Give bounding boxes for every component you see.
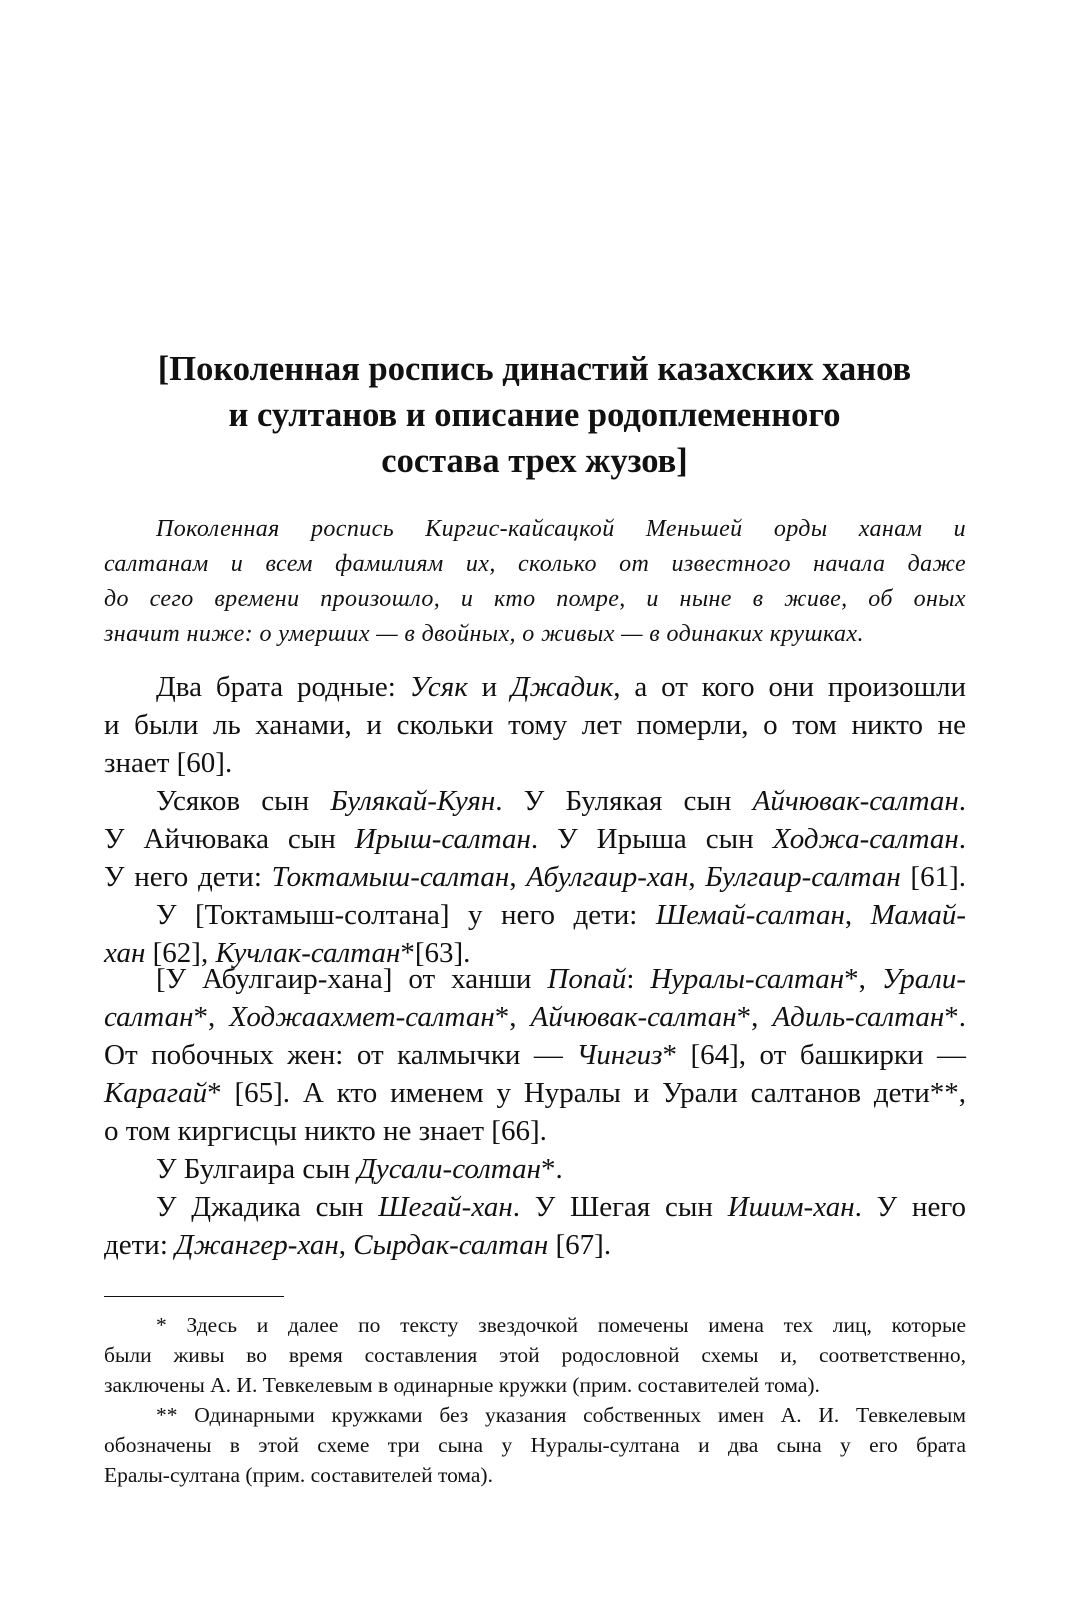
text-line	[104, 1150, 966, 1188]
document-heading	[60, 346, 1009, 484]
person-name: Сырдак-салтан	[353, 1229, 549, 1261]
footnote-line: ** Одинарными кружками без указания собственных имен А. И. Тевкелевым	[156, 1403, 966, 1427]
text-run: *.	[944, 1001, 967, 1033]
person-name: салтан	[104, 1001, 194, 1033]
person-name: Булгаир-салтан	[705, 861, 901, 893]
footnote-divider	[104, 1296, 284, 1297]
intro-line: до сего времени произошло, и кто помре, и ныне в живе, об оных	[104, 586, 966, 612]
person-name: Булякай-Куян	[330, 785, 496, 817]
person-name: Айчювак-салтан	[752, 785, 959, 817]
intro-line: Поколенная роспись Киргис-кайсацкой Меньшей орды ханам и	[156, 516, 966, 542]
text-run: Два брата родные:	[156, 671, 410, 703]
text-run: [62],	[145, 937, 216, 969]
text-line	[104, 1188, 966, 1226]
footnote-line: Ералы-султана (прим. составителей тома).	[104, 1463, 493, 1487]
text-run: .	[958, 823, 966, 855]
footnote-line: заключены А. И. Тевкелевым в одинарные кружки (прим. составителей тома).	[104, 1373, 820, 1397]
person-name: Айчювак-салтан	[530, 1001, 737, 1033]
text-run: [67].	[548, 1229, 612, 1261]
text-line: знает [60].	[104, 747, 233, 779]
text-run: и	[467, 671, 512, 703]
text-run: ,	[688, 861, 706, 893]
person-name: Урали-	[881, 963, 967, 995]
text-line	[104, 960, 966, 998]
text-run: . У Шегая сын	[512, 1191, 728, 1223]
text-run: У Булгаира сын	[156, 1153, 358, 1185]
person-name: Джангер-хан	[175, 1229, 339, 1261]
text-line	[104, 820, 966, 858]
text-run: .	[958, 785, 966, 817]
person-name: Мамай-	[870, 899, 966, 931]
text-run: [У Абулгаир-хана] от ханши	[156, 963, 548, 995]
footnote-line: * Здесь и далее по тексту звездочкой помечены имена тех лиц, которые	[156, 1313, 966, 1337]
text-run: *,	[494, 1001, 531, 1033]
text-run: *,	[844, 963, 882, 995]
text-run: * [64], от башкирки —	[662, 1039, 967, 1071]
genealogy-block-1	[104, 668, 966, 972]
text-run: . У него	[854, 1191, 966, 1223]
person-name: Ходжа-салтан	[772, 823, 959, 855]
genealogy-block-2	[104, 960, 966, 1264]
person-name: Дусали-солтан	[357, 1153, 541, 1185]
footnote-line: обозначены в этой схеме три сына у Нуралы-султана и два сына у его брата	[104, 1433, 966, 1457]
person-name: Джадик	[511, 671, 614, 703]
person-name: хан	[104, 937, 146, 969]
text-run: *.	[540, 1153, 563, 1185]
text-line	[104, 668, 966, 706]
person-name: Адиль-салтан	[772, 1001, 945, 1033]
text-run: *,	[193, 1001, 230, 1033]
text-run: Усяков сын	[156, 785, 331, 817]
text-line	[104, 998, 966, 1036]
text-run: От побочных жен: от калмычки —	[104, 1039, 577, 1071]
text-run: *,	[736, 1001, 773, 1033]
text-run: У Джадика сын	[156, 1191, 379, 1223]
text-run: *[63].	[400, 937, 471, 969]
heading-line: и султанов и описание родоплеменного	[228, 396, 841, 434]
person-name: Ходжаахмет-салтан	[229, 1001, 495, 1033]
person-name: Усяк	[409, 671, 468, 703]
text-run: * [65]. А кто именем у Нуралы и Урали салтанов дети**,	[207, 1077, 966, 1109]
text-line	[104, 1226, 966, 1264]
text-run: У [Токтамыш-солтана] у него дети:	[156, 899, 656, 931]
heading-line: состава трех жузов]	[381, 442, 688, 480]
person-name: Шемай-салтан	[655, 899, 845, 931]
person-name: Чингиз	[576, 1039, 663, 1071]
text-run: , а от кого они произошли	[613, 671, 966, 703]
heading-line: [Поколенная роспись династий казахских ханов	[157, 350, 912, 388]
text-run: :	[626, 963, 651, 995]
person-name: Шегай-хан	[378, 1191, 513, 1223]
text-line	[104, 896, 966, 934]
text-line	[104, 1036, 966, 1074]
text-line	[104, 782, 966, 820]
text-run: . У Ирыша сын	[530, 823, 773, 855]
text-line	[104, 1074, 966, 1112]
intro-line: салтанам и всем фамилиям их, сколько от известного начала даже	[104, 551, 966, 577]
text-run: ,	[844, 899, 871, 931]
footnotes	[104, 1310, 966, 1490]
text-run: ,	[338, 1229, 354, 1261]
footnote-line: были живы во время составления этой родословной схемы и, соответственно,	[104, 1343, 966, 1367]
text-line: и были ль ханами, и скольки тому лет померли, о том никто не	[104, 709, 966, 741]
person-name: Кучлак-салтан	[215, 937, 401, 969]
intro-line: значит ниже: о умерших — в двойных, о живых — в одинаких крушках.	[104, 621, 864, 647]
person-name: Нуралы-салтан	[650, 963, 845, 995]
text-run: У Айчювака сын	[104, 823, 355, 855]
text-run: У него дети:	[104, 861, 272, 893]
person-name: Абулгаир-хан	[526, 861, 689, 893]
text-run: ,	[509, 861, 527, 893]
text-run: [61].	[900, 861, 966, 893]
text-line: о том киргисцы никто не знает [66].	[104, 1115, 547, 1147]
person-name: Ишим-хан	[727, 1191, 855, 1223]
text-run: . У Булякая сын	[495, 785, 753, 817]
text-run: дети:	[104, 1229, 176, 1261]
person-name: Карагай	[104, 1077, 208, 1109]
person-name: Попай	[547, 963, 627, 995]
text-line	[104, 858, 966, 896]
person-name: Токтамыш-салтан	[271, 861, 510, 893]
person-name: Ирыш-салтан	[354, 823, 531, 855]
intro-paragraph	[104, 512, 966, 652]
